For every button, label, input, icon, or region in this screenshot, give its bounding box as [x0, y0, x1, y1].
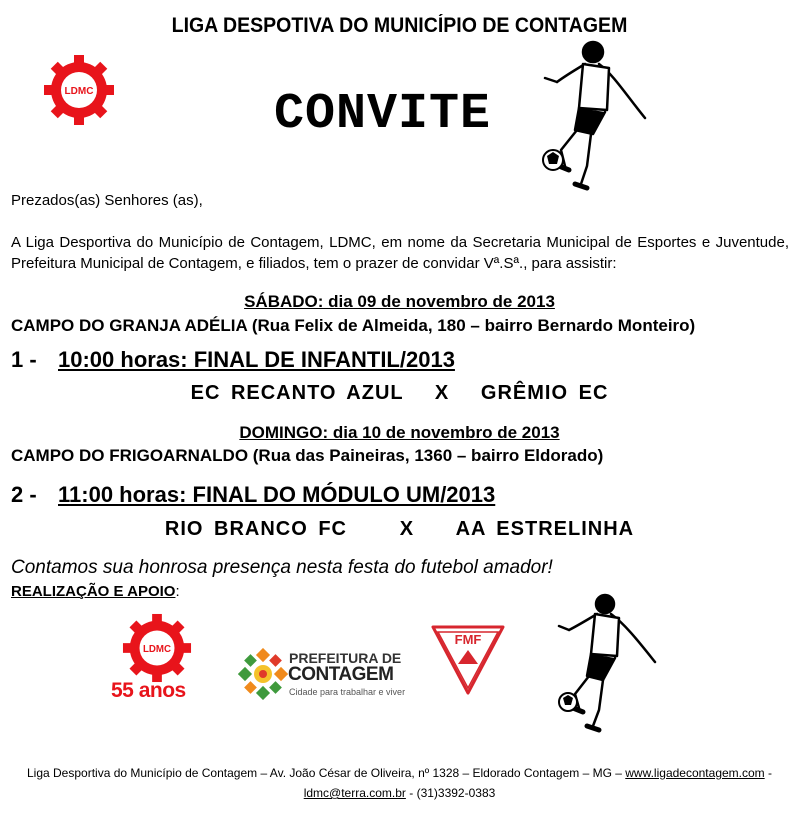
fmf-logo-text: FMF: [454, 632, 482, 647]
footer-phone: - (31)3392-0383: [405, 786, 496, 800]
event-venue: CAMPO DO GRANJA ADÉLIA (Rua Felix de Almeida, 180 – bairro Bernardo Monteiro): [11, 316, 696, 335]
soccer-player-icon: [535, 38, 660, 203]
event-date: SÁBADO: dia 09 de novembro de 2013: [244, 292, 555, 311]
event-number: 2 -: [11, 482, 37, 507]
event-venue: CAMPO DO FRIGOARNALDO (Rua das Paineiras, 1360 – bairro Eldorado): [11, 446, 604, 465]
soccer-player-icon: [553, 592, 668, 742]
support-heading: [11, 583, 180, 600]
ldmc-logo-text: LDMC: [142, 643, 172, 655]
prefeitura-name-line2: CONTAGEM: [288, 664, 394, 685]
footer: [0, 763, 799, 803]
footer-email-link[interactable]: ldmc@terra.com.br: [303, 786, 406, 800]
prefeitura-logo-icon: [238, 648, 288, 700]
event-game: [11, 482, 495, 508]
event-game-title: 11:00 horas: FINAL DO MÓDULO UM/2013: [58, 482, 496, 507]
intro-paragraph: A Liga Desportiva do Município de Contagem, LDMC, em nome da Secretaria Municipal de Esportes e Juventude, Prefeitura Municipal de Contagem, e filiados, tem o prazer de convidar Vª.Sª., para assistir:: [11, 234, 789, 272]
ldmc-anniversary-logo: [122, 613, 192, 683]
ldmc-logo-text: LDMC: [64, 86, 94, 97]
footer-line-1: [0, 763, 799, 783]
fmf-logo: [430, 624, 506, 696]
footer-separator: -: [764, 766, 773, 780]
support-colon: :: [175, 583, 180, 600]
event-number: 1 -: [11, 347, 37, 372]
event-matchup: EC RECANTO AZUL X GRÊMIO EC: [190, 382, 609, 404]
event-game-title: 10:00 horas: FINAL DE INFANTIL/2013: [58, 347, 455, 372]
footer-line-2: [0, 783, 799, 803]
ldmc-logo: [43, 54, 115, 126]
prefeitura-tagline: Cidade para trabalhar e viver: [289, 687, 406, 697]
anniversary-text: 55 anos: [111, 679, 186, 702]
support-label: REALIZAÇÃO E APOIO: [11, 583, 176, 600]
event-date: DOMINGO: dia 10 de novembro de 2013: [239, 423, 560, 442]
greeting: Prezados(as) Senhores (as),: [11, 192, 203, 209]
closing-line: Contamos sua honrosa presença nesta festa do futebol amador!: [11, 557, 553, 578]
footer-website-link[interactable]: www.ligadecontagem.com: [625, 766, 765, 780]
event-matchup: RIO BRANCO FC X AA ESTRELINHA: [164, 518, 635, 540]
organization-name: LIGA DESPOTIVA DO MUNICÍPIO DE CONTAGEM: [171, 14, 628, 37]
page-title: CONVITE: [274, 86, 492, 143]
prefeitura-name-line1: PREFEITURA DE: [289, 650, 402, 666]
footer-address: Liga Desportiva do Município de Contagem – Av. João César de Oliveira, nº 1328 – Eldorado Contagem – MG –: [26, 766, 626, 780]
event-game: [11, 347, 455, 373]
